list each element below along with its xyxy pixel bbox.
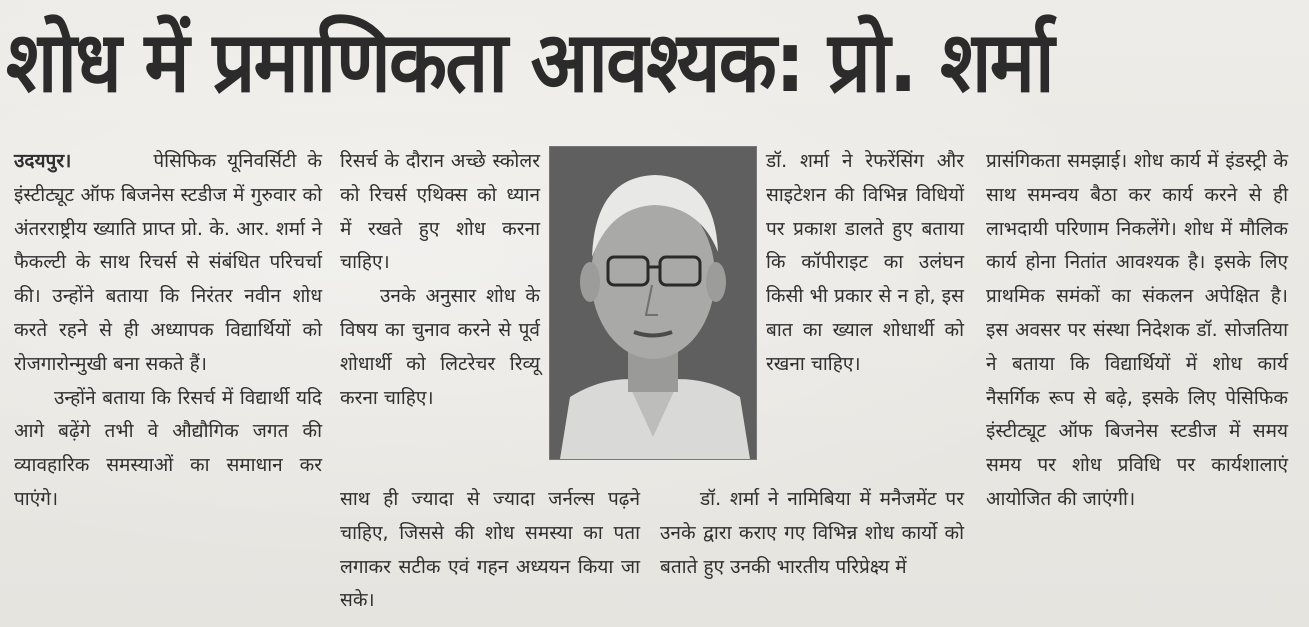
column-4-paragraph-1: प्रासंगिकता समझाई। शोध कार्य में इंडस्ट्री के साथ समन्वय बैठा कर कार्य करने से ही लाभदायी परिणाम निकलेंगे। शोध में मौलिक कार्य होना नितांत आवश्यक है। इसके लिए प्राथमिक समंकों का संकलन अपेक्षित है। इस अवसर पर संस्था निदेशक डॉ. सोजतिया ने बताया कि विद्यार्थियों में शोध कार्य नैसर्गिक रूप से बढ़े, इसके लिए पेसिफिक इंस्टीट्यूट ऑफ बिजनेस स्टडीज में समय समय पर शोध प्रविधि पर कार्यशालाएं आयोजित की जाएंगी। bbox=[986, 150, 1288, 510]
column-3-continued bbox=[660, 483, 964, 584]
column-3-paragraph-1: डॉ. शर्मा ने रेफरेंसिंग और साइटेशन की विभिन्न विधियों पर प्रकाश डालते हुए बताया कि कॉपीराइट का उलंघन किसी भी प्रकार से न हो, इस बात का ख्याल शोधार्थी को रखना चाहिए। bbox=[766, 150, 964, 375]
column-1-paragraph-1-text: पेसिफिक यूनिवर्सिटी के इंस्टीट्यूट ऑफ बिजनेस स्टडीज में गुरुवार को अंतरराष्ट्रीय ख्याति प्राप्त प्रो. के. आर. शर्मा ने फैकल्टी के साथ रिचर्स से संबंधित परिचर्चा की। उन्होंने बताया कि निरंतर नवीन शोध करते रहने से ही अध्यापक विद्यार्थियों को रोजगारोन्मुखी बना सकते हैं। bbox=[14, 150, 323, 375]
headline: शोध में प्रमाणिकता आवश्यक: प्रो. शर्मा bbox=[6, 13, 1053, 111]
dateline-city: उदयपुर। bbox=[14, 150, 72, 172]
column-2-paragraph-3: साथ ही ज्यादा से ज्यादा जर्नल्स पढ़ने चाहिए, जिससे की शोध समस्या का पता लगाकर सटीक एवं गहन अध्ययन किया जा सके। bbox=[340, 488, 640, 612]
column-2-paragraph-2: उनके अनुसार शोध के विषय का चुनाव करने से पूर्व शोधार्थी को लिटरेचर रिव्यू करना चाहिए। bbox=[340, 285, 540, 409]
column-1-paragraph-2: उन्होंने बताया कि रिसर्च में विद्यार्थी यदि आगे बढ़ेंगे तभी वे औद्यौगिक जगत की व्यावहारिक समस्याओं का समाधान कर पाएंगे। bbox=[14, 386, 322, 510]
column-4 bbox=[986, 145, 1288, 517]
column-2 bbox=[340, 145, 540, 415]
column-3-paragraph-2: डॉ. शर्मा ने नामिबिया में मनैजमेंट पर उनके द्वारा कराए गए विभिन्न शोध कार्यो को बताते हुए उनकी भारतीय परिप्रेक्ष्य में bbox=[660, 488, 964, 578]
column-1 bbox=[14, 145, 322, 517]
column-3 bbox=[766, 145, 964, 382]
column-1-paragraph-1 bbox=[14, 145, 322, 382]
column-2-continued bbox=[340, 483, 640, 618]
portrait-image bbox=[550, 147, 756, 459]
column-2-paragraph-1: रिसर्च के दौरान अच्छे स्कोलर को रिचर्स एथिक्स को ध्यान में रखते हुए शोध करना चाहिए। bbox=[340, 150, 540, 274]
portrait-photo bbox=[549, 146, 757, 460]
